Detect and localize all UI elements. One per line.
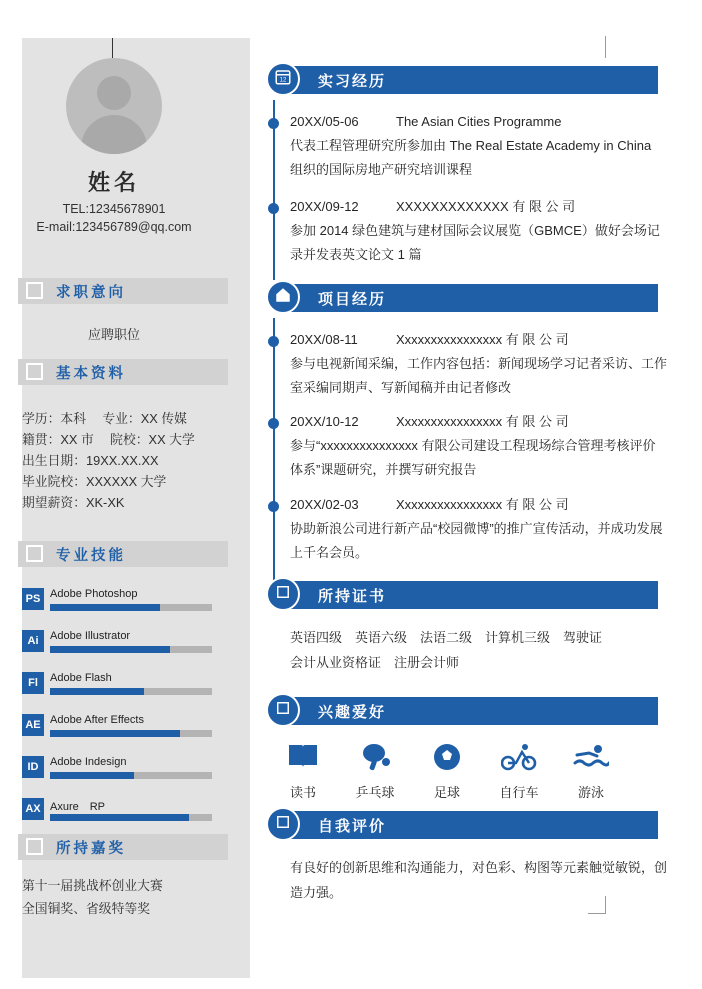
skill-fill	[50, 604, 160, 611]
skill-row	[22, 756, 212, 784]
square-icon-svg	[276, 815, 290, 829]
hobby-item-book	[266, 742, 340, 801]
entry-description: 参与电视新闻采编，工作内容包括：新闻现场学习记者采访、工作室采编同期声、写新闻稿并由记者修改	[290, 356, 668, 395]
skill-tag: Ai	[22, 630, 44, 652]
text-cursor	[112, 38, 113, 58]
candidate-name: 姓名	[87, 170, 140, 195]
skill-label: Axure RP	[50, 801, 106, 813]
entry-date: 20XX/10-12	[290, 414, 359, 429]
basic-info-line: 学历：本科 专业：XX 传媒	[22, 411, 187, 426]
square-icon-svg	[276, 701, 290, 715]
avatar-container	[0, 58, 228, 154]
pingpong-icon-svg	[359, 742, 391, 772]
self-evaluation-text: 有良好的创新思维和沟通能力，对色彩、构图等元素触觉敏锐，创造力强。	[290, 860, 668, 900]
bicycle-icon-svg	[501, 742, 537, 772]
section-title-hobbies: 兴趣爱好	[318, 704, 387, 721]
sidebar-section-basic-info-header	[18, 359, 228, 385]
entry-heading	[290, 328, 668, 352]
section-title-certificates: 所持证书	[318, 588, 387, 605]
skill-row	[22, 714, 212, 742]
soccer-icon	[410, 742, 484, 776]
section-header-hobbies	[282, 697, 658, 725]
calendar-icon	[266, 62, 300, 96]
hobby-label: 读书	[289, 785, 316, 800]
entry-heading	[290, 195, 668, 219]
skill-tag: ID	[22, 756, 44, 778]
skill-track	[50, 646, 212, 653]
section-header-self-evaluation	[282, 811, 658, 839]
skill-row	[22, 588, 212, 616]
entry-description: 协助新浪公司进行新产品“校园微博”的推广宣传活动，并成功发展上千名会员。	[290, 521, 663, 560]
skill-label: Adobe Flash	[50, 672, 112, 684]
skill-fill	[50, 814, 189, 821]
square-icon	[26, 282, 43, 299]
avatar-head-icon	[97, 76, 131, 110]
certificates-list	[290, 625, 668, 675]
entry-date: 20XX/05-06	[290, 114, 359, 129]
skill-row	[22, 798, 212, 826]
square-icon	[26, 363, 43, 380]
skill-fill	[50, 772, 134, 779]
sidebar-section-job-intent-title: 求职意向	[56, 285, 126, 301]
skill-tag: Fl	[22, 672, 44, 694]
internship-entry	[290, 195, 668, 267]
section-header-certificates	[282, 581, 658, 609]
book-icon	[266, 742, 340, 776]
skill-track	[50, 772, 212, 779]
project-entry	[290, 410, 668, 482]
sidebar-section-skills-title: 专业技能	[56, 548, 126, 564]
square-icon-svg	[276, 585, 290, 599]
entry-org: Xxxxxxxxxxxxxxxx 有 限 公 司	[396, 414, 569, 429]
hobby-item-soccer	[410, 742, 484, 801]
skill-track	[50, 730, 212, 737]
skill-label: Adobe Illustrator	[50, 630, 131, 642]
skill-tag: AX	[22, 798, 44, 820]
square-icon	[26, 545, 43, 562]
timeline-dot	[268, 418, 279, 429]
square-icon	[266, 577, 300, 611]
basic-info-line: 期望薪资：XK-XK	[22, 495, 125, 510]
skill-tag: AE	[22, 714, 44, 736]
internship-entry	[290, 110, 668, 182]
entry-org: XXXXXXXXXXXXX 有 限 公 司	[396, 199, 576, 214]
timeline-dot	[268, 336, 279, 347]
section-title-self-evaluation: 自我评价	[318, 818, 387, 835]
hobby-label: 乒乓球	[355, 785, 395, 800]
contact-email: E-mail:123456789@qq.com	[36, 220, 192, 234]
skill-label: Adobe Photoshop	[50, 588, 138, 600]
hobby-item-swimming	[554, 742, 628, 801]
crop-mark-top-right	[605, 36, 606, 58]
skill-row	[22, 630, 212, 658]
entry-org: Xxxxxxxxxxxxxxxx 有 限 公 司	[396, 332, 569, 347]
calendar-icon-svg	[274, 68, 292, 86]
avatar-body-icon	[81, 115, 147, 154]
hobby-label: 足球	[433, 785, 460, 800]
sidebar-section-skills-header	[18, 541, 228, 567]
skill-row	[22, 672, 212, 700]
svg-text:12: 12	[279, 77, 287, 84]
crop-mark-bottom-right-horizontal	[588, 913, 606, 914]
hobby-label: 自行车	[499, 785, 539, 800]
sidebar-section-awards-title: 所持嘉奖	[56, 841, 126, 857]
sidebar-section-basic-info-title: 基本资料	[56, 366, 126, 382]
section-title-projects: 项目经历	[318, 291, 387, 308]
certificate-line: 英语四级 英语六级 法语二级 计算机三级 驾驶证	[290, 630, 603, 645]
basic-info-line: 籍贯：XX 市 院校：XX 大学	[22, 432, 195, 447]
swimming-icon-svg	[573, 742, 609, 772]
certificate-line: 会计从业资格证 注册会计师	[290, 655, 460, 670]
entry-org: The Asian Cities Programme	[396, 114, 562, 129]
bicycle-icon	[482, 742, 556, 776]
timeline-dot	[268, 203, 279, 214]
entry-heading	[290, 110, 668, 134]
project-entry	[290, 328, 668, 400]
home-icon	[266, 280, 300, 314]
skill-track	[50, 688, 212, 695]
home-icon-svg	[274, 286, 292, 304]
job-intent-value: 应聘职位	[87, 327, 140, 342]
basic-info-list	[22, 408, 222, 513]
section-header-internship	[279, 66, 658, 94]
section-header-projects	[282, 284, 658, 312]
entry-description: 参加 2014 绿色建筑与建材国际会议展览（GBMCE）做好会场记录并发表英文论文 1 篇	[290, 223, 660, 262]
hobby-item-bicycle	[482, 742, 556, 801]
skill-fill	[50, 688, 144, 695]
entry-description: 参与“xxxxxxxxxxxxxxx 有限公司建设工程现场综合管理考核评价体系”课题研究，并撰写研究报告	[290, 438, 656, 477]
square-icon	[26, 838, 43, 855]
hobby-item-pingpong	[338, 742, 412, 801]
entry-description: 代表工程管理研究所参加由 The Real Estate Academy in China 组织的国际房地产研究培训课程	[290, 138, 665, 177]
project-entry	[290, 493, 668, 565]
skill-fill	[50, 646, 170, 653]
swimming-icon	[554, 742, 628, 776]
entry-org: Xxxxxxxxxxxxxxxx 有 限 公 司	[396, 497, 569, 512]
avatar	[66, 58, 162, 154]
entry-date: 20XX/08-11	[290, 332, 358, 347]
square-icon	[266, 693, 300, 727]
book-icon-svg	[287, 742, 319, 772]
pingpong-icon	[338, 742, 412, 776]
entry-heading	[290, 493, 668, 517]
skill-track	[50, 604, 212, 611]
award-line: 第十一届挑战杯创业大赛	[22, 878, 163, 893]
skill-track	[50, 814, 212, 821]
skill-fill	[50, 730, 180, 737]
sidebar-section-job-intent-header	[18, 278, 228, 304]
skill-label: Adobe After Effects	[50, 714, 144, 726]
timeline-line-projects-2	[273, 503, 275, 583]
square-icon	[266, 807, 300, 841]
award-line: 全国铜奖、省级特等奖	[22, 901, 150, 916]
basic-info-line: 毕业院校：XXXXXX 大学	[22, 474, 167, 489]
entry-heading	[290, 410, 668, 434]
soccer-icon-svg	[432, 742, 462, 772]
hobby-label: 游泳	[577, 785, 604, 800]
sidebar-section-awards-header	[18, 834, 228, 860]
timeline-dot	[268, 118, 279, 129]
section-title-internship: 实习经历	[318, 73, 387, 90]
entry-date: 20XX/09-12	[290, 199, 359, 214]
entry-date: 20XX/02-03	[290, 497, 359, 512]
contact-tel: TEL:12345678901	[62, 202, 166, 216]
skill-tag: PS	[22, 588, 44, 610]
timeline-dot	[268, 501, 279, 512]
contact-block	[0, 200, 228, 236]
basic-info-line: 出生日期：19XX.XX.XX	[22, 453, 159, 468]
awards-list	[22, 874, 222, 920]
skill-label: Adobe Indesign	[50, 756, 127, 768]
